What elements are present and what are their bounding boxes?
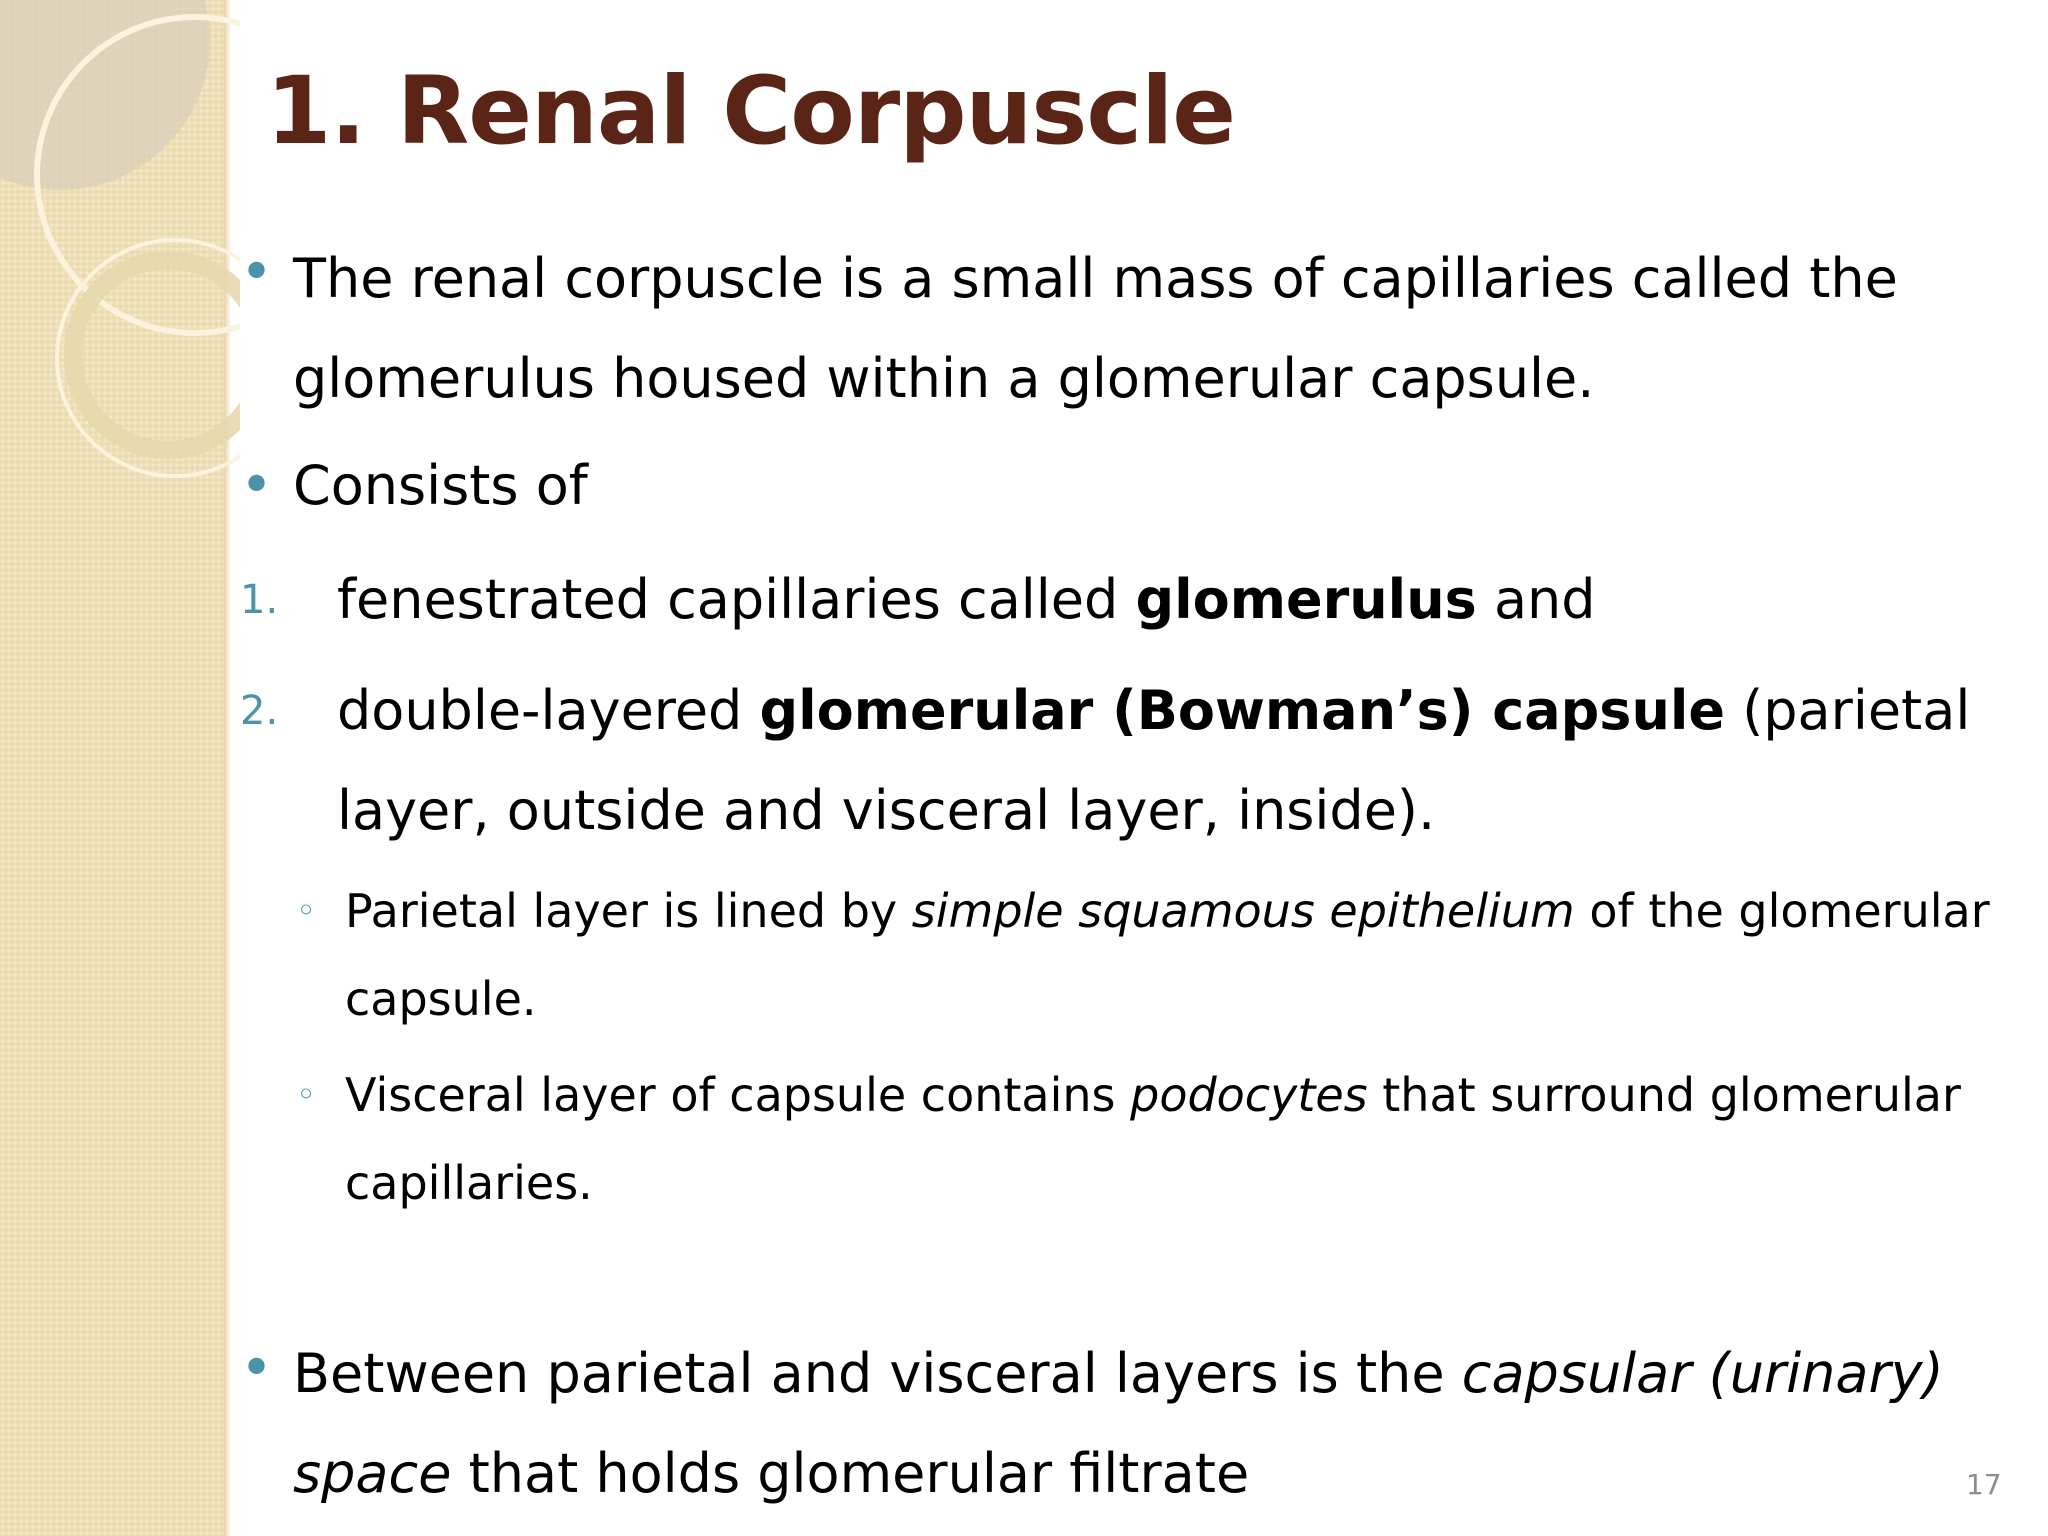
italic-term: capsular (urinary)	[1461, 1342, 1944, 1405]
bullet-capsular-space	[293, 1324, 1944, 1524]
sub-bullet-parietal	[345, 867, 1990, 1043]
sub-bullet-line	[345, 1051, 1961, 1139]
text-span: of the glomerular	[1574, 884, 1990, 938]
decorative-disc	[0, 0, 210, 190]
sub-bullet-visceral	[345, 1051, 1961, 1227]
text-span: Visceral layer of capsule contains	[345, 1068, 1131, 1122]
text-span: that surround glomerular	[1367, 1068, 1961, 1122]
bullet-line: Consists of	[293, 454, 588, 517]
bullet-consists-of	[293, 436, 588, 536]
sub-bullet-circle: ◦	[296, 1075, 317, 1115]
bullet-line	[293, 1324, 1944, 1424]
slide-content	[230, 0, 2048, 1536]
text-span: and	[1476, 568, 1596, 631]
list-item-line: layer, outside and visceral layer, inside).	[337, 779, 1436, 842]
decorative-ring-inner	[73, 260, 240, 450]
sub-bullet-line: capillaries.	[345, 1156, 593, 1210]
bullet-dot: •	[240, 453, 274, 518]
list-number: 2.	[240, 688, 279, 734]
list-item-glomerulus	[337, 550, 1596, 650]
bold-term: glomerulus	[1135, 568, 1477, 631]
page-number: 17	[1966, 1468, 2002, 1501]
sub-bullet-line: capsule.	[345, 972, 537, 1026]
text-span: double-layered	[337, 679, 760, 742]
list-item-capsule	[337, 661, 1970, 861]
sub-bullet-line	[345, 867, 1990, 955]
bold-term: glomerular (Bowman’s) capsule	[759, 679, 1726, 742]
list-number: 1.	[240, 577, 279, 623]
text-span: (parietal	[1725, 679, 1971, 742]
slide-title: 1. Renal Corpuscle	[266, 57, 1236, 166]
bullet-dot: •	[240, 1336, 274, 1401]
italic-term: space	[293, 1442, 452, 1505]
italic-term: podocytes	[1130, 1068, 1368, 1122]
bullet-renal-corpuscle	[293, 229, 1898, 429]
bullet-line	[293, 1424, 1944, 1524]
text-span: fenestrated capillaries called	[337, 568, 1136, 631]
italic-term: simple squamous epithelium	[911, 884, 1575, 938]
list-item-line	[337, 661, 1970, 761]
decorative-rings	[0, 0, 240, 520]
text-span: that holds glomerular filtrate	[451, 1442, 1250, 1505]
text-span: Parietal layer is lined by	[345, 884, 912, 938]
bullet-line: glomerulus housed within a glomerular capsule.	[293, 347, 1595, 410]
text-span: Between parietal and visceral layers is the	[293, 1342, 1462, 1405]
sub-bullet-circle: ◦	[296, 891, 317, 931]
bullet-line: The renal corpuscle is a small mass of capillaries called the	[293, 247, 1898, 310]
bullet-dot: •	[240, 240, 274, 305]
list-item-line	[337, 550, 1596, 650]
